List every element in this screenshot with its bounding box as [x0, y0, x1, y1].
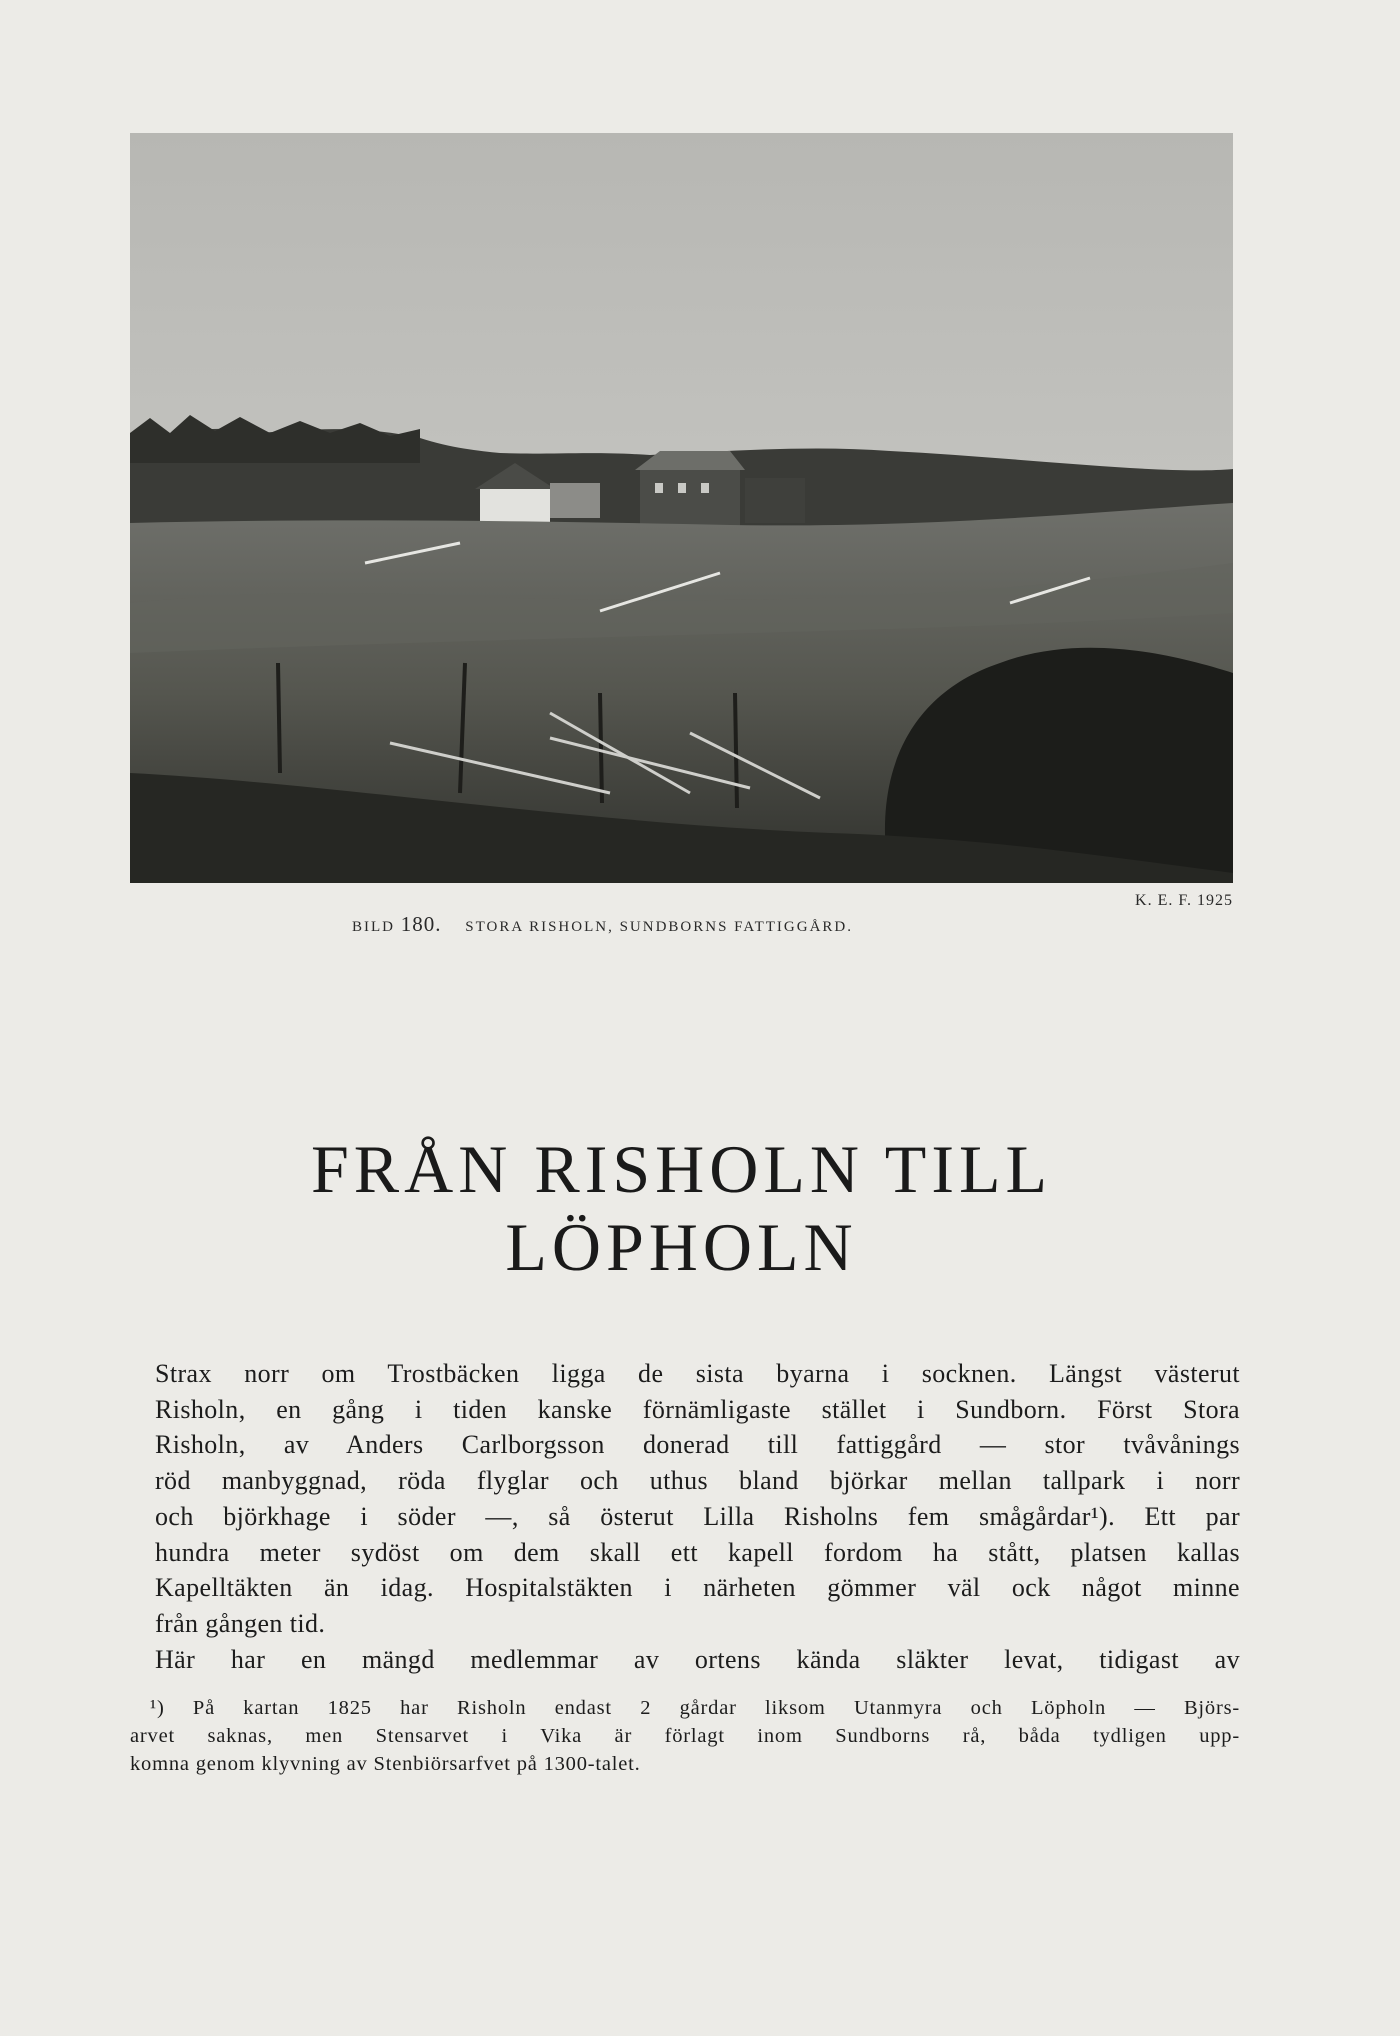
body-line: Kapelltäkten än idag. Hospitalstäkten i närheten gömmer väl ock något minne: [155, 1573, 1240, 1603]
body-line: hundra meter sydöst om dem skall ett kapell fordom ha stått, platsen kallas: [155, 1537, 1240, 1567]
body-line: röd manbyggnad, röda flyglar och uthus bland björkar mellan tallpark i norr: [155, 1466, 1240, 1496]
footnote-line: arvet saknas, men Stensarvet i Vika är förlagt inom Sundborns rå, båda tydligen upp-: [130, 1725, 1240, 1747]
caption-text: STORA RISHOLN, SUNDBORNS FATTIGGÅRD.: [465, 919, 853, 935]
caption-number: 180.: [400, 912, 442, 936]
body-line: och björkhage i söder —, så österut Lilla Risholns fem smågårdar¹). Ett par: [155, 1501, 1240, 1531]
chapter-heading: [130, 1130, 1233, 1286]
body-text: [155, 1356, 1240, 1677]
body-line: Strax norr om Trostbäcken ligga de sista byarna i socknen. Längst västerut: [155, 1359, 1240, 1388]
farm-landscape-image: [130, 133, 1233, 883]
photograph: [130, 133, 1233, 883]
footnote-line: komna genom klyvning av Stenbiörsarfvet på 1300-talet.: [130, 1753, 641, 1775]
caption-label: BILD: [352, 919, 395, 935]
body-line: Risholn, en gång i tiden kanske förnämligaste stället i Sundborn. Först Stora: [155, 1394, 1240, 1424]
footnote-line: ¹) På kartan 1825 har Risholn endast 2 gårdar liksom Utanmyra och Löpholn — Björs-: [150, 1697, 1240, 1719]
body-line: Här har en mängd medlemmar av ortens kända släkter levat, tidigast av: [155, 1644, 1240, 1674]
body-line: från gången tid.: [155, 1608, 326, 1638]
heading-line-1: FRÅN RISHOLN TILL: [310, 1131, 1053, 1207]
body-line: Risholn, av Anders Carlborgsson donerad till fattiggård — stor tvåvånings: [155, 1430, 1240, 1460]
heading-line-2: LÖPHOLN: [505, 1209, 858, 1285]
footnote: [130, 1694, 1240, 1778]
photo-caption: [130, 892, 1233, 936]
caption-credit: K. E. F. 1925: [1135, 892, 1233, 909]
